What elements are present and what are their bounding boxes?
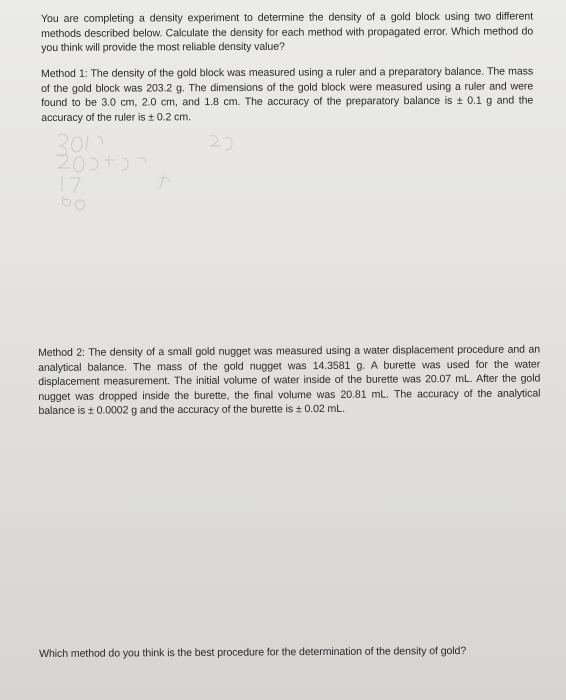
method-2-description: Method 2: The density of a small gold nugget was measured using a water displacement procedure and an analytical balance. The mass of the gold nugget was 14.3581 g. A burette was used for the water displacement measurement. The initial volume of water inside of the burette was 20.07 mL. After the gold nugget was dropped inside the burette, the final volume was 20.81 mL. The accuracy of the analytical balance is ± 0.0002 g and the accuracy of the burette is ± 0.02 mL. <box>38 343 541 418</box>
intro-question: You are completing a density experiment to determine the density of a gold block using two different methods described below. Calculate the density for each method with propagated error. Which method do you think will provide the most reliable density value? <box>41 10 534 55</box>
final-question: Which method do you think is the best procedure for the determination of the density of gold? <box>39 645 467 660</box>
method-1-description: Method 1: The density of the gold block was measured using a ruler and a preparatory balance. The mass of the gold block was 203.2 g. The dimensions of the gold block were measured using a ruler and were found to be 3.0 cm, 2.0 cm, and 1.8 cm. The accuracy of the preparatory balance is ± 0.1 g and the accuracy of the ruler is ± 0.2 cm. <box>41 65 534 124</box>
pencil-scribble-icon <box>40 130 260 220</box>
